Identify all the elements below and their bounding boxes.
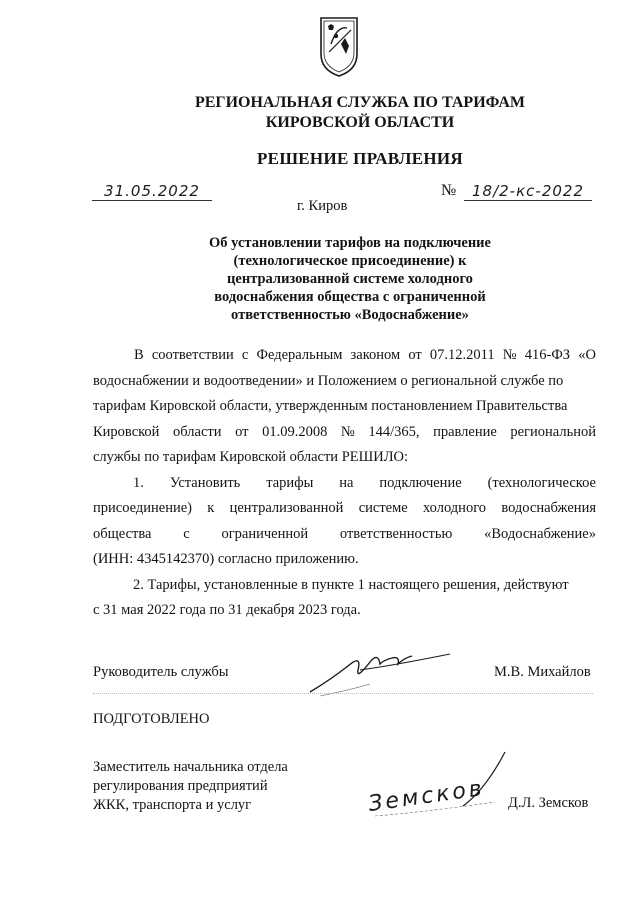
word: ограниченной — [221, 525, 309, 542]
preparer-name: Д.Л. Земсков — [508, 795, 589, 811]
word: 144/365, — [368, 423, 420, 440]
body-line: тарифам Кировской области, утвержденным постановлением Правительства — [93, 398, 568, 414]
word: 416-ФЗ — [524, 347, 571, 363]
signature-zemskov: Земсков — [366, 775, 487, 818]
signature-zemskov-flourish-icon — [365, 750, 515, 820]
body-line — [93, 420, 596, 446]
kirov-coat-of-arms-icon — [317, 14, 361, 78]
document-subject — [180, 234, 520, 324]
document-number: 18/2-кс-2022 — [464, 182, 592, 201]
word: 07.12.2011 — [429, 347, 495, 363]
position-line: регулирования предприятий — [93, 778, 268, 794]
word: с — [183, 525, 190, 542]
position-line: Заместитель начальника отдела — [93, 759, 288, 775]
org-name-line1: РЕГИОНАЛЬНАЯ СЛУЖБА ПО ТАРИФАМ — [194, 94, 526, 111]
word: присоединение) — [93, 500, 192, 516]
subject-line: Об установлении тарифов на подключение — [209, 235, 491, 251]
city: г. Киров — [297, 198, 348, 214]
word: правление — [433, 423, 497, 440]
word: Кировской — [93, 423, 160, 440]
body-line: 2. Тарифы, установленные в пункте 1 настоящего решения, действуют — [133, 576, 569, 593]
word: законом — [350, 347, 401, 363]
subject-line: централизованной системе холодного — [227, 271, 473, 287]
signature-divider — [93, 693, 593, 694]
word: Федеральным — [256, 347, 343, 363]
subject-line: ответственностью «Водоснабжение» — [231, 307, 469, 323]
document-number-label: № — [441, 182, 457, 199]
document-type: РЕШЕНИЕ ПРАВЛЕНИЯ — [257, 149, 463, 168]
word: «Водоснабжение» — [484, 525, 596, 542]
word: с — [241, 347, 249, 363]
body-line: (ИНН: 4345142370) согласно приложению. — [93, 551, 359, 567]
word: 01.09.2008 — [262, 423, 328, 440]
body-line: с 31 мая 2022 года по 31 декабря 2023 года. — [93, 602, 361, 618]
body-line — [93, 343, 596, 369]
word: тарифы — [266, 474, 314, 491]
document-body — [93, 343, 596, 624]
position-line: ЖКК, транспорта и услуг — [93, 797, 252, 813]
subject-line: (технологическое присоединение) к — [233, 253, 467, 269]
body-line: водоснабжении и водоотведении» и Положением о региональной службе по — [93, 372, 564, 389]
word: водоснабжения — [501, 500, 596, 516]
word: от — [235, 423, 249, 440]
prepared-position — [93, 758, 333, 815]
word: соответствии — [151, 347, 234, 363]
word: 1. — [133, 474, 144, 491]
signature-mikhailov-icon — [300, 640, 460, 700]
word: общества — [93, 525, 152, 542]
word: холодного — [422, 500, 487, 516]
word: региональной — [510, 423, 596, 440]
word: В — [134, 347, 144, 363]
word: № — [502, 347, 517, 363]
document-date: 31.05.2022 — [92, 182, 212, 201]
word: ответственностью — [339, 525, 453, 542]
signatory-role: Руководитель службы — [93, 664, 229, 680]
word: № — [340, 423, 355, 440]
body-line — [93, 522, 596, 548]
subject-line: водоснабжения общества с ограниченной — [214, 289, 486, 305]
body-line — [93, 471, 596, 497]
word: на — [339, 474, 354, 491]
prepared-label: ПОДГОТОВЛЕНО — [93, 711, 210, 727]
signatory-name: М.В. Михайлов — [494, 664, 591, 680]
body-line: службы по тарифам Кировской области РЕШИЛО: — [93, 449, 409, 465]
word: от — [408, 347, 422, 363]
org-name-line2: КИРОВСКОЙ ОБЛАСТИ — [265, 114, 455, 131]
word: подключение — [379, 474, 462, 491]
word: к — [207, 500, 215, 516]
body-line — [93, 496, 596, 522]
word: Установить — [169, 474, 241, 491]
word: (технологическое — [487, 474, 596, 491]
word: области — [173, 423, 222, 440]
word: централизованной — [229, 500, 344, 516]
word: системе — [358, 500, 408, 516]
word: «О — [578, 347, 596, 363]
